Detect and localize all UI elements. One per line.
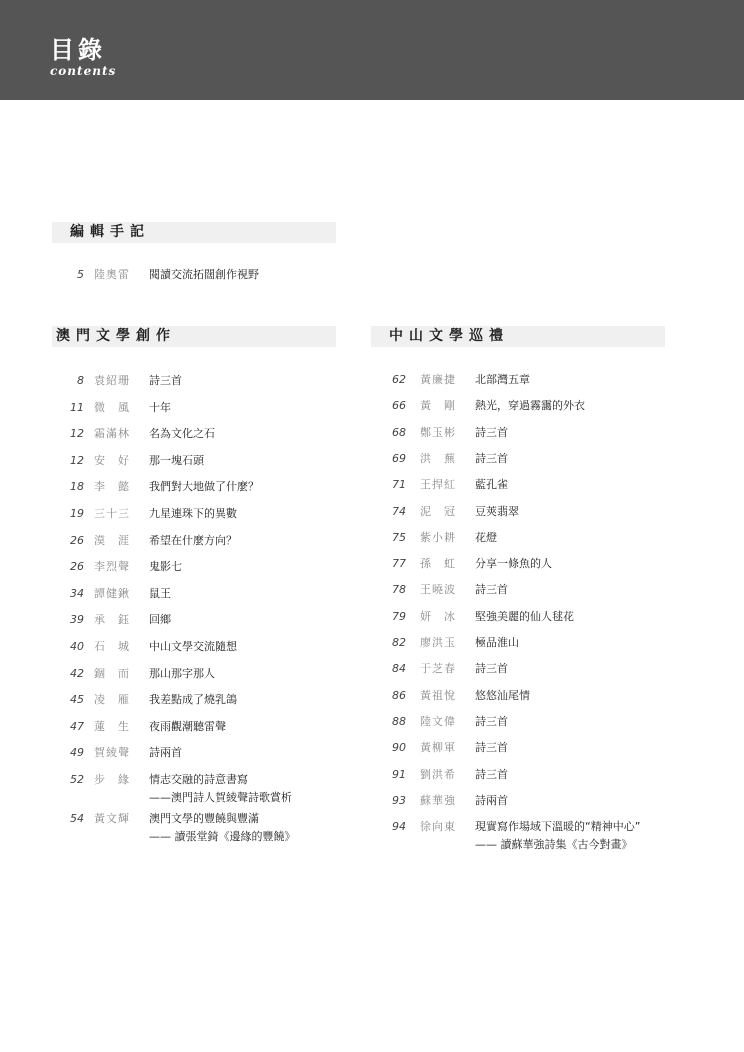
toc-title: 那一塊石頭: [149, 453, 204, 467]
toc-page-number: 69: [392, 451, 406, 465]
toc-page-number: 26: [70, 560, 84, 574]
toc-author: 凌 雁: [94, 693, 130, 707]
toc-title: 澳門文學的豐饒與豐滿: [149, 811, 259, 825]
toc-title: 十年: [149, 400, 171, 414]
toc-title: 現實寫作場域下溫暖的“精神中心”: [475, 820, 641, 834]
toc-author: 洪 蕪: [420, 451, 456, 465]
page-subtitle: contents: [50, 64, 117, 78]
toc-page-number: 66: [392, 399, 406, 413]
toc-title: 閱讀交流拓闊創作視野: [149, 268, 259, 281]
toc-author: 于芝春: [420, 662, 456, 676]
toc-author: 徐向東: [420, 820, 456, 834]
toc-title: 詩三首: [475, 425, 508, 439]
toc-title: 詩三首: [149, 374, 182, 387]
toc-author: 三十三: [94, 507, 130, 520]
toc-title: 詩三首: [475, 714, 508, 728]
toc-subtitle: —— 讀張堂錡《邊緣的豐饒》: [149, 829, 296, 843]
toc-page-number: 8: [77, 374, 84, 387]
page-title: 目錄: [50, 35, 106, 64]
section-heading-macau: 澳門文學創作: [52, 326, 336, 347]
toc-title: 花燈: [475, 530, 497, 544]
toc-author: 黃祖悅: [420, 688, 456, 702]
toc-page-number: 68: [392, 425, 406, 439]
toc-author: 蓮 生: [94, 719, 130, 733]
toc-page-number: 91: [392, 767, 406, 781]
toc-page-number: 34: [70, 586, 84, 600]
toc-page-number: 40: [70, 640, 84, 653]
toc-author: 李烈聲: [94, 560, 130, 574]
toc-title: 鬼影七: [149, 560, 182, 574]
toc-title: 夜雨觀潮聽雷聲: [149, 719, 226, 733]
toc-page-number: 19: [70, 507, 84, 520]
toc-author: 黃柳軍: [420, 741, 456, 755]
section-heading-zhongshan: 中山文學巡禮: [371, 326, 665, 347]
toc-page-number: 74: [392, 504, 406, 518]
toc-page-number: 45: [70, 693, 84, 707]
toc-title: 中山文學交流隨想: [149, 640, 237, 653]
toc-author: 蘇華強: [420, 793, 456, 807]
toc-author: 譚健鍬: [94, 586, 130, 600]
toc-author: 鄭玉彬: [420, 425, 456, 439]
toc-author: 微 風: [94, 400, 130, 414]
toc-author: 陸奧雷: [94, 268, 130, 281]
toc-title: 我們對大地做了什麼？: [149, 480, 259, 494]
toc-page-number: 49: [70, 746, 84, 760]
toc-page-number: 90: [392, 741, 406, 755]
toc-page-number: 79: [392, 609, 406, 623]
toc-author: 劉洪希: [420, 767, 456, 781]
toc-title: 豆莢翡翠: [475, 504, 519, 518]
toc-title: 極品淮山: [475, 636, 519, 649]
toc-author: 安 好: [94, 453, 130, 467]
toc-author: 袁紹珊: [94, 374, 130, 387]
toc-title: 九星連珠下的異數: [149, 507, 237, 520]
toc-page-number: 78: [392, 583, 406, 597]
toc-author: 霜滿林: [94, 427, 130, 441]
toc-author: 黃 剛: [420, 399, 456, 413]
toc-title: 詩三首: [475, 741, 508, 755]
toc-page-number: 42: [70, 666, 84, 680]
toc-page-number: 93: [392, 793, 406, 807]
toc-author: 王捍紅: [420, 478, 456, 492]
toc-page-number: 86: [392, 688, 406, 702]
toc-author: 黃廉捷: [420, 373, 456, 386]
toc-page-number: 77: [392, 557, 406, 571]
toc-author: 泥 冠: [420, 504, 456, 518]
toc-title: 詩三首: [475, 451, 508, 465]
toc-page-number: 12: [70, 453, 84, 467]
toc-title: 詩三首: [475, 767, 508, 781]
toc-title: 回鄉: [149, 613, 171, 627]
toc-page-number: 5: [77, 268, 84, 281]
toc-title: 詩三首: [475, 583, 508, 597]
toc-title: 那山那字那人: [149, 666, 215, 680]
toc-title: 名為文化之石: [149, 427, 215, 441]
toc-page-number: 82: [392, 636, 406, 649]
toc-page-number: 75: [392, 530, 406, 544]
toc-author: 石 城: [94, 640, 130, 653]
toc-title: 藍孔雀: [475, 478, 508, 492]
toc-author: 紫小耕: [420, 530, 456, 544]
toc-title: 詩兩首: [149, 746, 182, 760]
toc-title: 希望在什麼方向？: [149, 533, 237, 547]
toc-page-number: 54: [70, 811, 84, 825]
toc-title: 我差點成了燒乳鴿: [149, 693, 237, 707]
toc-author: 漠 涯: [94, 533, 130, 547]
toc-author: 王曉波: [420, 583, 456, 597]
toc-author: 孫 虹: [420, 557, 456, 571]
toc-title: 情志交融的詩意書寫: [149, 773, 248, 786]
toc-page-number: 84: [392, 662, 406, 676]
toc-title: 詩兩首: [475, 793, 508, 807]
toc-author: 黃文輝: [94, 811, 130, 825]
toc-title: 鼠王: [149, 586, 171, 600]
toc-page-number: 62: [392, 373, 406, 386]
toc-page-number: 94: [392, 820, 406, 834]
toc-title: 分享一條魚的人: [475, 557, 552, 571]
toc-title: 詩三首: [475, 662, 508, 676]
header-banner: [0, 0, 744, 100]
toc-author: 承 鈺: [94, 613, 130, 627]
toc-page-number: 52: [70, 773, 84, 786]
toc-title: 熱光，穿過霧靄的外衣: [475, 399, 585, 413]
toc-title: 悠悠汕尾情: [475, 688, 530, 702]
toc-author: 錮 而: [94, 666, 130, 680]
toc-author: 廖洪玉: [420, 636, 456, 649]
toc-author: 陸文偉: [420, 714, 456, 728]
toc-page-number: 71: [392, 478, 406, 492]
toc-author: 步 緣: [94, 773, 130, 786]
toc-author: 賀綾聲: [94, 746, 130, 760]
toc-author: 李 懿: [94, 480, 130, 494]
toc-subtitle: —— 讀蘇華強詩集《古今對畫》: [475, 838, 633, 852]
toc-title: 堅強美麗的仙人毬花: [475, 609, 574, 623]
toc-page-number: 18: [70, 480, 84, 494]
toc-page-number: 39: [70, 613, 84, 627]
toc-page-number: 11: [70, 400, 84, 414]
toc-author: 妍 冰: [420, 609, 456, 623]
toc-page-number: 88: [392, 714, 406, 728]
section-heading-editor: 編輯手記: [52, 222, 336, 243]
toc-title: 北部灣五章: [475, 373, 530, 386]
toc-page-number: 47: [70, 719, 84, 733]
toc-page-number: 26: [70, 533, 84, 547]
toc-page-number: 12: [70, 427, 84, 441]
toc-subtitle: ——澳門詩人賀綾聲詩歌賞析: [149, 791, 292, 804]
